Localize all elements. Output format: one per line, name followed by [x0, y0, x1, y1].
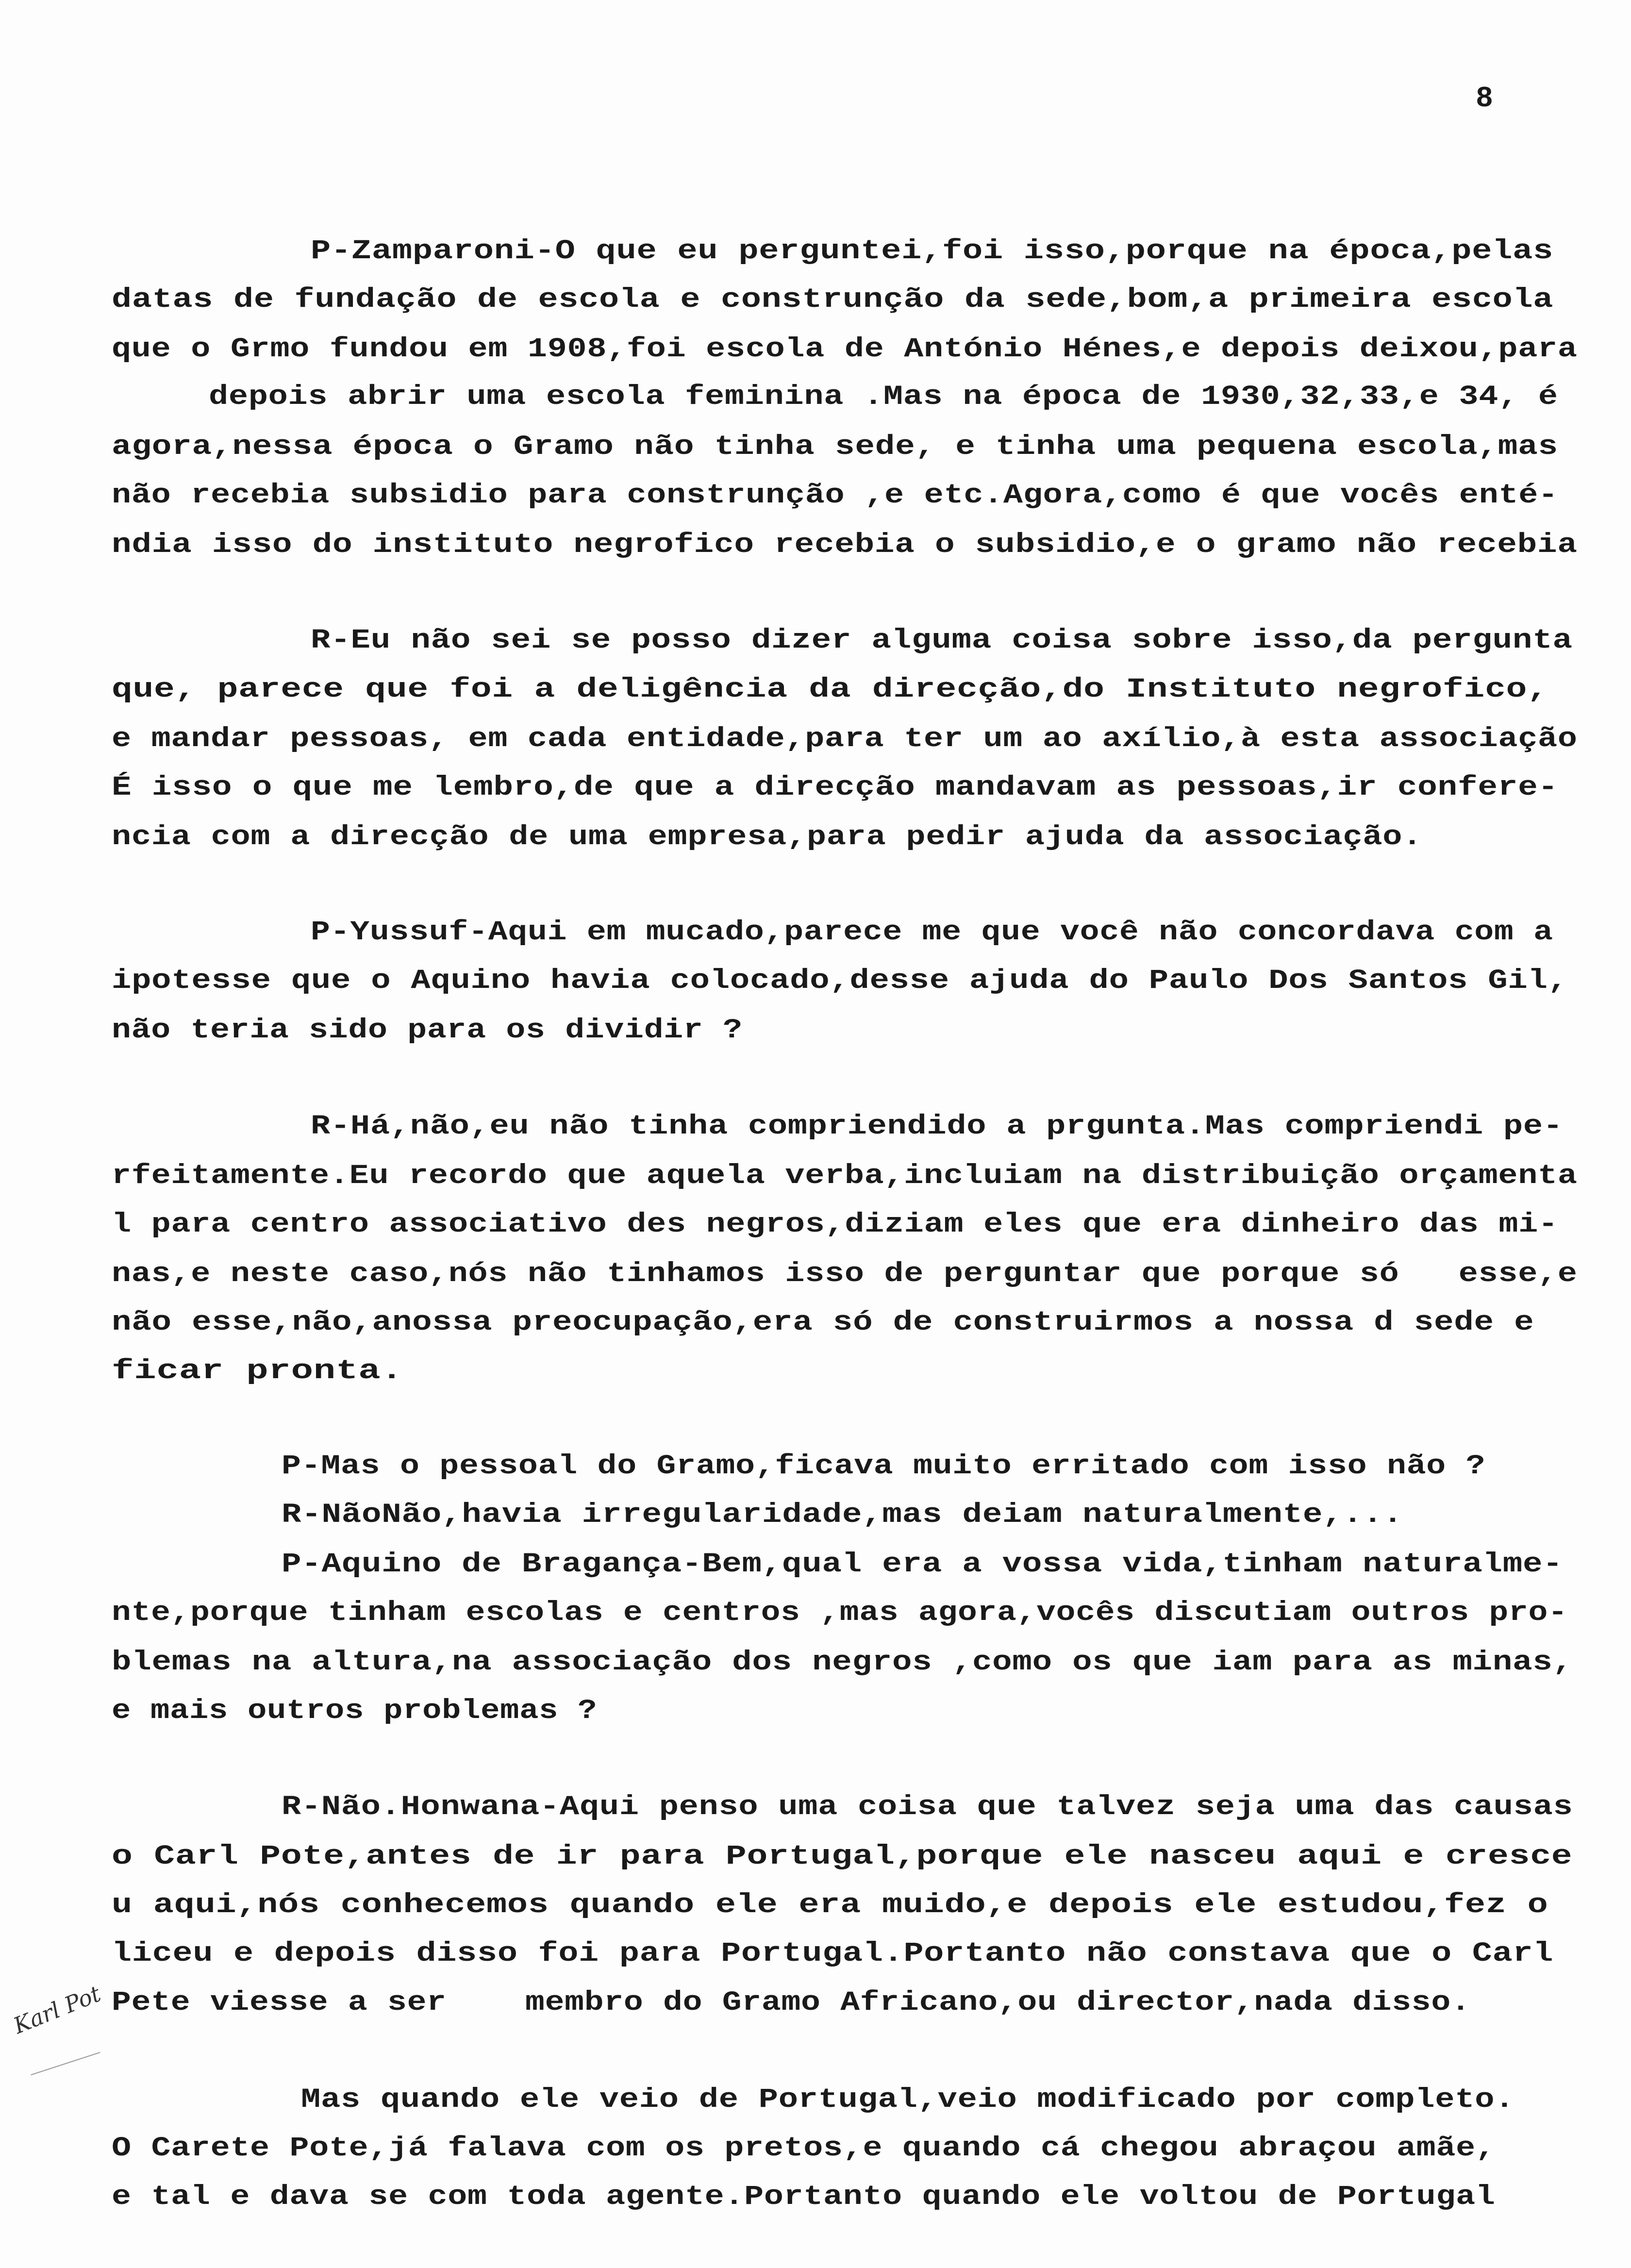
text-line: É isso o que me lembro,de que a direcção mandavam as pessoas,ir confere-	[112, 772, 1558, 803]
text-line: l para centro associativo des negros,diziam eles que era dinheiro das mi-	[112, 1209, 1558, 1240]
text-line: não esse,não,anossa preocupação,era só de construirmos a nossa d sede e	[112, 1307, 1534, 1338]
text-line: liceu e depois disso foi para Portugal.Portanto não constava que o Carl	[112, 1938, 1554, 1969]
text-line: não recebia subsidio para construnção ,e etc.Agora,como é que vocês enté-	[112, 480, 1558, 511]
text-line: O Carete Pote,já falava com os pretos,e quando cá chegou abraçou amãe,	[112, 2133, 1496, 2164]
text-line: e mais outros problemas ?	[112, 1696, 598, 1727]
text-line: o Carl Pote,antes de ir para Portugal,porque ele nasceu aqui e cresce	[112, 1841, 1573, 1872]
handwritten-margin-note: Karl Pot	[10, 1980, 104, 2039]
text-line: datas de fundação de escola e construnção da sede,bom,a primeira escola	[112, 284, 1554, 316]
text-line: nte,porque tinham escolas e centros ,mas agora,vocês discutiam outros pro-	[112, 1598, 1568, 1629]
text-line: agora,nessa época o Gramo não tinha sede, e tinha uma pequena escola,mas	[112, 432, 1558, 463]
handwritten-stroke	[31, 2052, 100, 2075]
text-line: rfeitamente.Eu recordo que aquela verba,incluiam na distribuição orçamenta	[112, 1161, 1578, 1192]
text-line: P-Aquino de Bragança-Bem,qual era a vossa vida,tinham naturalme-	[282, 1549, 1563, 1580]
text-line: e tal e dava se com toda agente.Portanto quando ele voltou de Portugal	[112, 2182, 1496, 2213]
text-line: que o Grmo fundou em 1908,foi escola de António Hénes,e depois deixou,para	[112, 334, 1578, 365]
text-line: R-Eu não sei se posso dizer alguma coisa sobre isso,da pergunta	[311, 625, 1573, 656]
text-line: ndia isso do instituto negrofico recebia o subsidio,e o gramo não recebia	[112, 530, 1578, 561]
text-line: u aqui,nós conhecemos quando ele era muido,e depois ele estudou,fez o	[112, 1890, 1548, 1921]
text-line: R-Não.Honwana-Aqui penso uma coisa que talvez seja uma das causas	[282, 1792, 1573, 1823]
text-line: ncia com a direcção de uma empresa,para pedir ajuda da associação.	[112, 822, 1423, 853]
text-line: blemas na altura,na associação dos negros ,como os que iam para as minas,	[112, 1647, 1573, 1678]
text-line: nas,e neste caso,nós não tinhamos isso de perguntar que porque só esse,e	[112, 1259, 1578, 1290]
text-line: ipotesse que o Aquino havia colocado,desse ajuda do Paulo Dos Santos Gil,	[112, 966, 1568, 997]
text-line: Mas quando ele veio de Portugal,veio modificado por completo.	[301, 2085, 1515, 2116]
text-line: Pete viesse a ser membro do Gramo Africano,ou director,nada disso.	[112, 1987, 1471, 2018]
text-line: que, parece que foi a deligência da direcção,do Instituto negrofico,	[112, 674, 1548, 705]
text-line: depois abrir uma escola feminina .Mas na época de 1930,32,33,e 34, é	[209, 382, 1558, 413]
text-line: não teria sido para os dividir ?	[112, 1015, 743, 1046]
text-line: e mandar pessoas, em cada entidade,para ter um ao axílio,à esta associação	[112, 724, 1578, 755]
text-line: R-Há,não,eu não tinha compriendido a prgunta.Mas compriendi pe-	[311, 1111, 1563, 1142]
text-line: P-Zamparoni-O que eu perguntei,foi isso,porque na época,pelas	[311, 236, 1554, 267]
text-line: P-Yussuf-Aqui em mucado,parece me que você não concordava com a	[311, 917, 1553, 948]
text-line: R-NãoNão,havia irregularidade,mas deiam naturalmente,...	[282, 1500, 1403, 1531]
text-line: ficar pronta.	[112, 1356, 403, 1387]
page-number: 8	[1476, 83, 1495, 116]
text-line: P-Mas o pessoal do Gramo,ficava muito erritado com isso não ?	[282, 1451, 1486, 1482]
